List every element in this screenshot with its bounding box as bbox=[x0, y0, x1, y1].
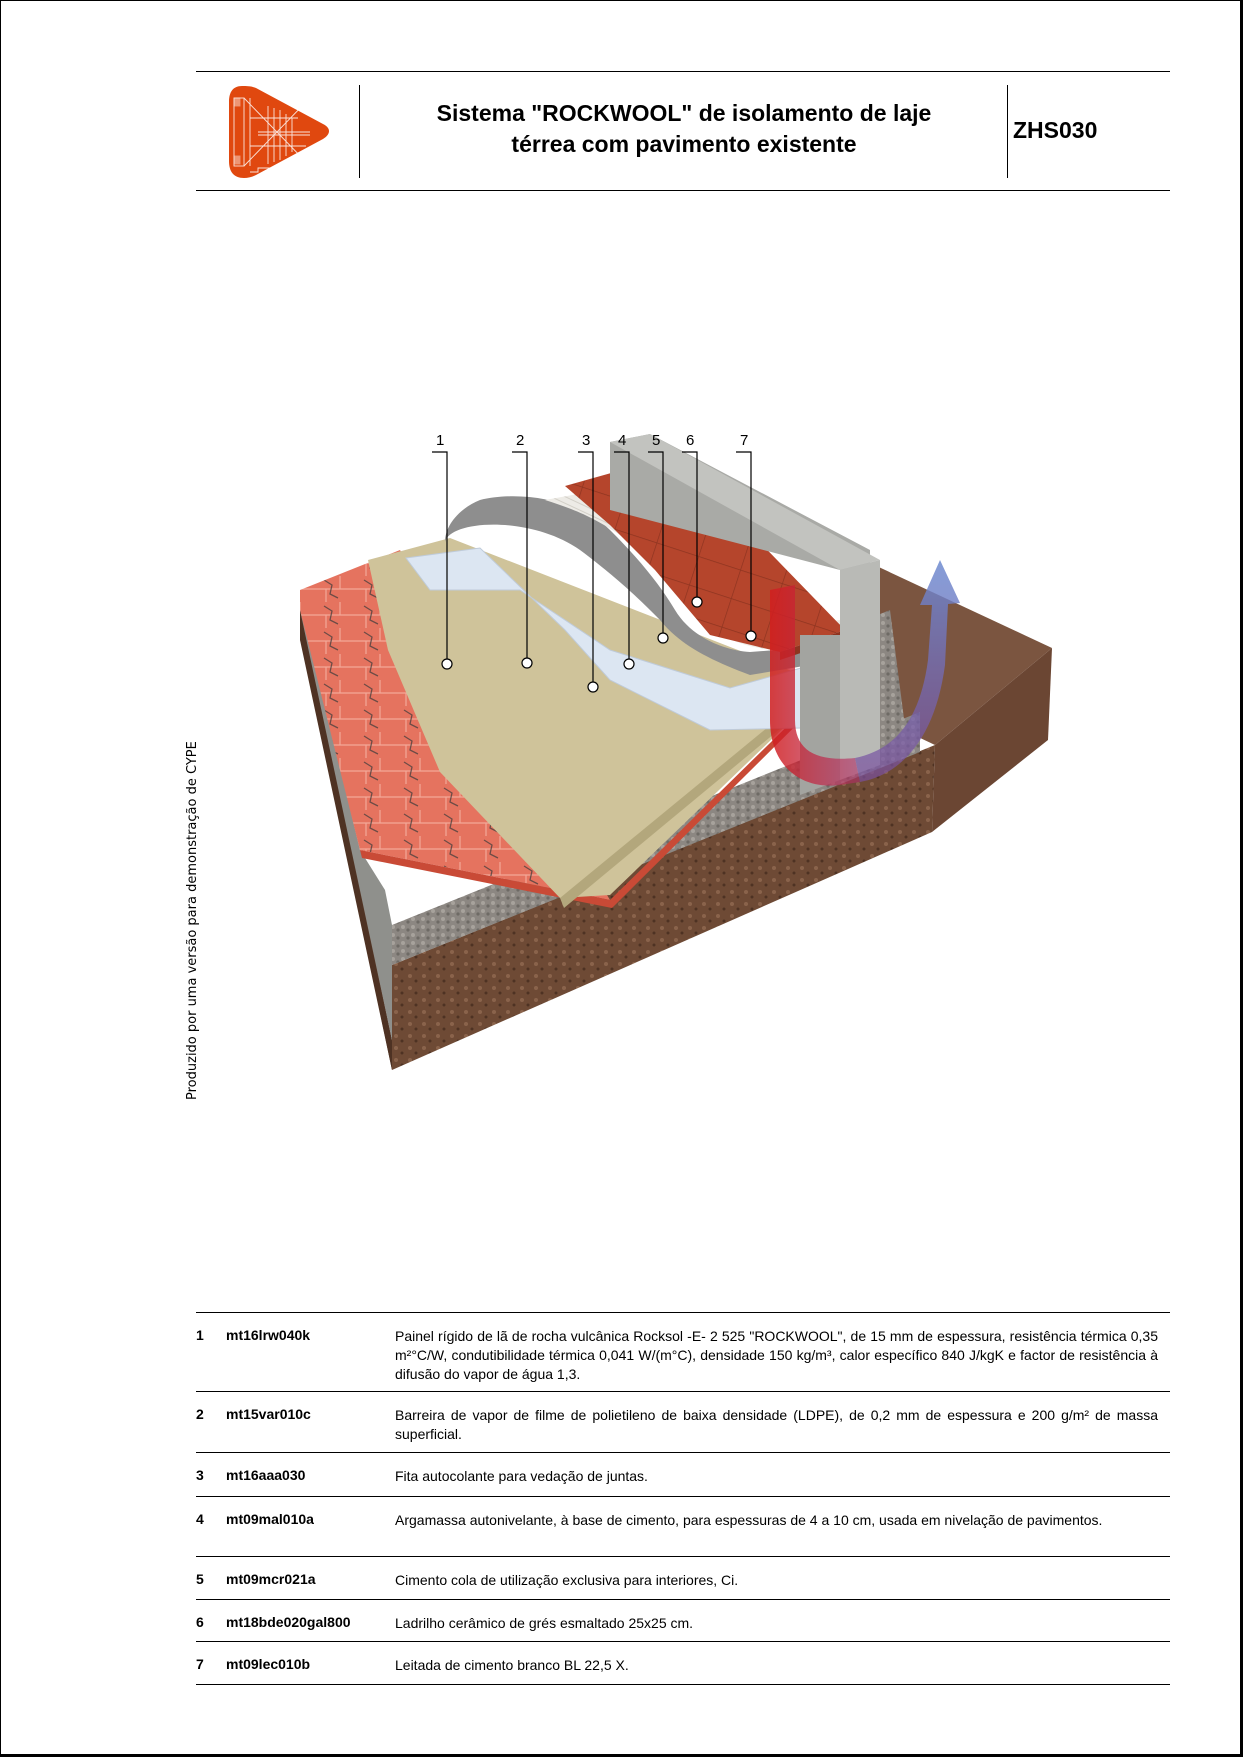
callout-label-2: 2 bbox=[516, 432, 525, 449]
item-code: mt09mcr021a bbox=[226, 1571, 316, 1587]
table-row bbox=[196, 1556, 1170, 1599]
table-row bbox=[196, 1312, 1170, 1391]
item-code: mt18bde020gal800 bbox=[226, 1614, 351, 1630]
system-code: ZHS030 bbox=[1013, 117, 1098, 143]
item-description: Cimento cola de utilização exclusiva para interiores, Ci. bbox=[395, 1572, 739, 1588]
header-divider-right bbox=[1007, 85, 1008, 178]
callout-dot-4 bbox=[624, 659, 634, 669]
item-number: 5 bbox=[196, 1571, 204, 1587]
item-description: Fita autocolante para vedação de juntas. bbox=[395, 1468, 648, 1484]
table-row bbox=[196, 1496, 1170, 1556]
table-row bbox=[196, 1641, 1170, 1685]
cype-logo bbox=[228, 84, 332, 179]
callout-label-7: 7 bbox=[740, 432, 749, 449]
item-number: 6 bbox=[196, 1614, 204, 1630]
table-row bbox=[196, 1391, 1170, 1452]
item-description: Barreira de vapor de filme de polietileno de baixa densidade (LDPE), de 0,2 mm de espessura e 200 g/m² de massa superficial. bbox=[395, 1407, 1158, 1442]
demo-watermark-note: Produzido por uma versão para demonstração de CYPE bbox=[185, 741, 200, 1100]
callout-dot-1 bbox=[442, 659, 452, 669]
item-code: mt09lec010b bbox=[226, 1656, 311, 1672]
header-divider-left bbox=[359, 85, 360, 178]
item-code: mt16lrw040k bbox=[226, 1327, 311, 1343]
callout-dot-7 bbox=[746, 631, 756, 641]
item-number: 4 bbox=[196, 1511, 204, 1527]
callout-dot-5 bbox=[658, 633, 668, 643]
header-top-rule bbox=[196, 71, 1170, 72]
callout-dot-3 bbox=[588, 682, 598, 692]
callout-label-6: 6 bbox=[686, 432, 695, 449]
floor-section-illustration bbox=[280, 420, 1080, 1080]
callout-dot-6 bbox=[692, 597, 702, 607]
header-bottom-rule bbox=[196, 190, 1170, 191]
title-line-1: Sistema "ROCKWOOL" de isolamento de laje bbox=[436, 100, 932, 126]
callout-label-3: 3 bbox=[582, 432, 591, 449]
callout-label-1: 1 bbox=[436, 432, 445, 449]
item-description: Argamassa autonivelante, à base de cimento, para espessuras de 4 a 10 cm, usada em nivelação de pavimentos. bbox=[395, 1512, 1103, 1528]
item-number: 1 bbox=[196, 1327, 204, 1343]
item-number: 2 bbox=[196, 1406, 204, 1422]
table-row bbox=[196, 1452, 1170, 1496]
callout-label-4: 4 bbox=[618, 432, 627, 449]
materials-table bbox=[196, 1312, 1170, 1685]
callout-dot-2 bbox=[522, 658, 532, 668]
item-number: 7 bbox=[196, 1656, 204, 1672]
item-code: mt15var010c bbox=[226, 1406, 311, 1422]
concrete-wall-side bbox=[840, 560, 880, 780]
title-line-2: térrea com pavimento existente bbox=[511, 131, 857, 157]
item-number: 3 bbox=[196, 1467, 204, 1483]
item-description: Ladrilho cerâmico de grés esmaltado 25x25 cm. bbox=[395, 1615, 694, 1631]
page-title bbox=[362, 98, 1006, 160]
callout-label-5: 5 bbox=[652, 432, 661, 449]
table-row bbox=[196, 1599, 1170, 1641]
item-code: mt09mal010a bbox=[226, 1511, 314, 1527]
item-description: Leitada de cimento branco BL 22,5 X. bbox=[395, 1657, 629, 1673]
item-description: Painel rígido de lã de rocha vulcânica Rocksol -E- 2 525 "ROCKWOOL", de 15 mm de espessura, resistência térmica 0,35 m²°C/W, condutibilidade térmica 0,041 W/(m°C), densidade 150 kg/m³, calor específico 840 J/kgK e factor de resistência à difusão do vapor de água 1,3. bbox=[395, 1328, 1158, 1382]
item-code: mt16aaa030 bbox=[226, 1467, 306, 1483]
